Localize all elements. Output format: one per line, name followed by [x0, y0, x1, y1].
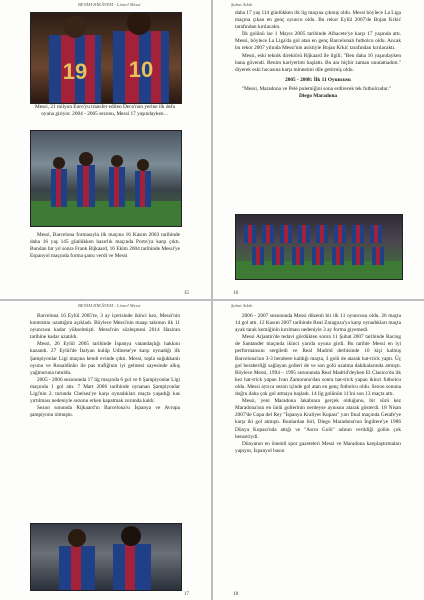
paragraph: 2006 - 2007 sezonunda Messi düzenli bir ilk 11 oyuncusu oldu. 26 maçta 14 gol attı. 12 Kasım 2007 tarihinde Real Zaragoza'ya karşı oynadıkları maçta ayak tarak kemiğinin kırılması nedeniyle 3 ay forma giyemedi. [235, 313, 401, 334]
photo-match-celebration [30, 130, 182, 227]
page-number: 18 [233, 591, 239, 597]
svg-text:19: 19 [62, 59, 88, 84]
paragraph: Messi, 26 Eylül 2005 tarihinde İspanya vatandaşlığı hakkını kazandı. 27 Eylül'de İtalyan kulüp Udinese'ye karşı oynadığı ilk Şampiyonlar Ligi maçına kendi evinde çıktı. Messi, topla soğukkanlı oyunu ve Ronaldinho ile pas trafiğinin iyi gelmesi sayesinde alkış yağmuruna tutuldu. [30, 341, 180, 376]
svg-text:10: 10 [128, 57, 154, 82]
photo-messi-ronaldinho [30, 523, 182, 591]
paragraph: İlk golünü ise 1 Mayıs 2005 tarihinde Albacete'ye karşı 17 yaşında attı. Messi, böylece La Liga'da gol atan en genç Barcelonalı futbolcu oldu. Ancak bu rekor 2007 yılında Messi'nin asistiyle Bojan Krkić tarafından kırılacaktı. [235, 31, 401, 52]
photo-caption-1: Messi, 21 milyon Euro'yu transfer edilen Deco'nun yerine ilk defa oyuna giriyor. 2004 - 2005 sezonu, Messi 17 yaşındayken… [35, 104, 175, 118]
crowd-illustration [31, 131, 181, 226]
paragraph: Dünyanın en önemli spor gazeteleri Messi ve Maradona karşılaştırmaları yapıyor, İspanyol basın [235, 440, 401, 454]
section-heading: 2005 - 2008: İlk 11 Oyuncusu [285, 76, 351, 83]
quote-author: Diego Maradona [298, 93, 338, 100]
paragraph: Messi, yeni Maradona lakabının gerçek olduğunu, bir sürü kez Maradona'nın en ünlü gollerinin nerdeyse aynısını atarak gösterdi. 18 Nisan 2007'de Copa del Rey "İspanya Kraliyet Kupası" yarı final maçında Getafe'ye karşı iki gol atmıştı. Bunlardan biri, Diego Maradona'nın İngiltere'ye 1986 Dünya Kupası'nda attığı ve "Asrın Golü" adının verildiği golün çok benzeriydi. [235, 398, 401, 440]
photo-messi-deco-backs [30, 12, 182, 104]
running-head: BENİM HİKÂYEM - Lionel Messi [78, 303, 141, 308]
quote: "Messi, Maradona ve Pelé polemiğini sona erdirecek tek futbolcudur." [242, 85, 392, 92]
running-head: Şubat Adalı [231, 303, 253, 308]
photo-team-lineup [235, 214, 403, 280]
page-18-body [235, 313, 401, 455]
page-16 [213, 0, 424, 299]
running-head: BENİM HİKÂYEM - Lionel Messi [78, 2, 141, 7]
paragraph: Messi Arjantin'de tedavi gördükten sonra 11 Şubat 2007 tarihinde Racing de Santander maçında ikinci yarıda oyuna girdi. Bu tarihte Messi en iyi performansını sergiledi ve Real Madrid derbisinde 10 kişi kalmış Barcelona'nın 3-3 berabere kaldığı maçta, 3 golü de atarak hat-trick yaptı. Üç gol beraberliği sağlayan golleri de ve son golü uzatma dakikalarında atmıştı. Böylece Messi, 1994 – 1995 sezonunda Real Madrid'deyken El Clasico'da ilk kez hat-trick yapan Ivan Zamorano'dan sonra hat-trick yapan ikinci futbolcu oldu. Messi ayrıca sezon içinde gol atan en genç futbolcu oldu. Sezon sonuna doğru daha çok gol atmaya başladı. 14 lig golünün 11'ini son 13 maçta attı. [235, 334, 401, 398]
page-number: 15 [183, 290, 189, 296]
paragraph: daha 17 yaş 114 günlükken ilk lig maçına çıkmış oldu. Messi böylece La Liga maçına çıkan en genç oyuncu oldu. Bu rekor Eylül 2007'de Bojan Krkić tarafından kırılacaktı. [235, 10, 401, 31]
paragraph: 2005 - 2006 sezonunda 17 lig maçında 6 gol ve 6 Şampiyonlar Ligi maçında 1 gol attı. 7 Mart 2006 tarihinde oynanan Şampiyonlar Ligi'nin 2. turunda Chelsea'ye karşı oynadıkları maçta yaşadığı kas yırtılması nedeniyle sezonu erken kapatmak zorunda kaldı. [30, 376, 180, 405]
players-illustration [31, 13, 181, 103]
page-number: 16 [233, 290, 239, 296]
paragraph: Messi, Barcelona formasıyla ilk maçına 16 Kasım 2003 tarihinde daha 16 yaş 145 günlükken hazırlık maçında Porto'ya karşı çıktı. Bundan bir yıl sonra Frank Rijkaard, 16 Ekim 2004 tarihinde Messi'ye Espanyol maçında forma şansı verdi ve Messi [30, 232, 180, 260]
page-17 [0, 301, 211, 600]
page-18 [213, 301, 424, 600]
paragraph: Barcelona 16 Eylül 2005'te, 3 ay içerisinde ikinci kez, Messi'nin kontratını uzattığını açıkladı. Böylece Messi'nin maaşı takımın ilk 11 oyuncusu kadar yükselmişti. Messi'nin sözleşmesi 2014 Haziran tarihine kadar uzatıldı. [30, 313, 180, 341]
page-15 [0, 0, 211, 299]
page-15-body [30, 232, 180, 260]
paragraph: Sezon sonunda Rijkaard'ın Barcelona'sı İspanya ve Avrupa şampiyonu olmuştu. [30, 405, 180, 419]
page-17-body [30, 313, 180, 419]
team-illustration [236, 215, 402, 279]
page-number: 17 [183, 591, 189, 597]
running-head: Şubat Adalı [231, 2, 253, 7]
players-hug-illustration [31, 524, 181, 590]
paragraph: Messi, eski teknik direktörü Rijkaard ile ilgili; "Ben daha 16 yaşındayken bana güvendi. Benim kariyerimi başlattı. Bu anı hiçbir zaman unutamadım." diyerek eski hocasına karşı minnetini dile getirmiş oldu. [235, 52, 401, 73]
page-16-body [235, 10, 401, 100]
